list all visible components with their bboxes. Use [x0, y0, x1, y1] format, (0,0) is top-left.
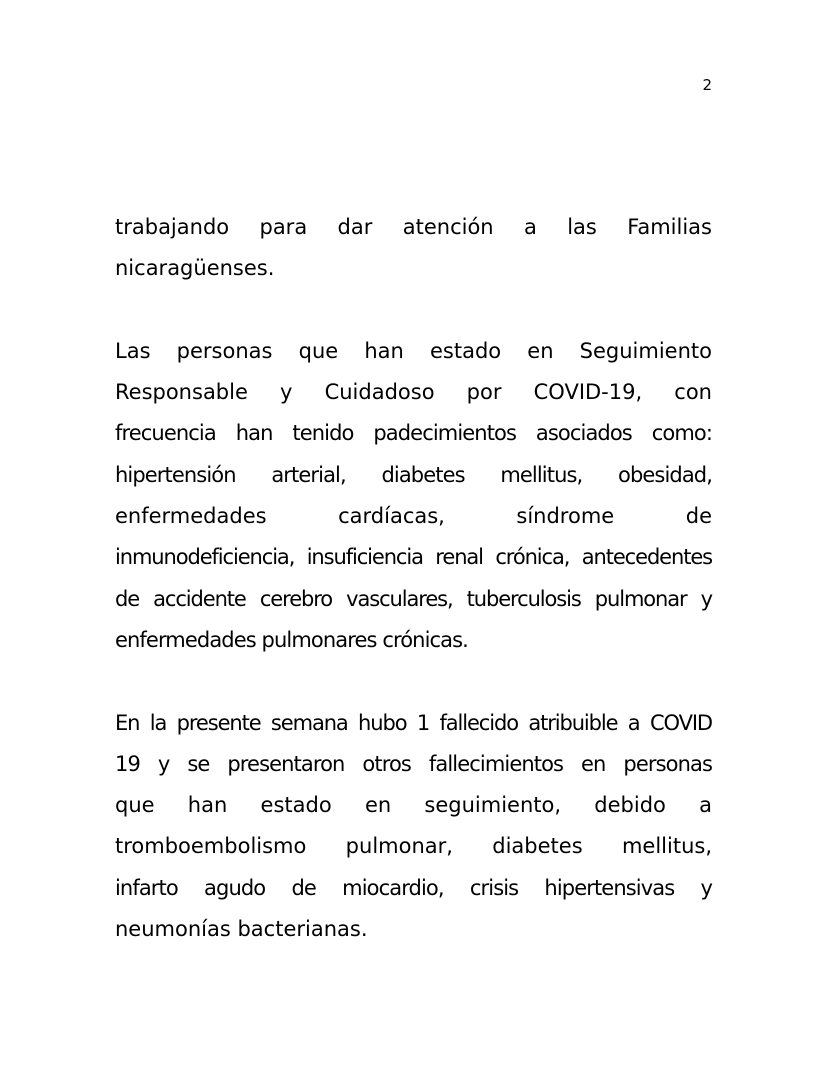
paragraph [115, 331, 712, 661]
page-number: 2 [702, 76, 712, 94]
paragraph [115, 207, 712, 290]
text-line: inmunodeficiencia, insuficiencia renal crónica, antecedentes [115, 545, 712, 570]
text-line: hipertensión arterial, diabetes mellitus, obesidad, [115, 462, 712, 487]
text-line: Responsable y Cuidadoso por COVID-19, con [115, 380, 712, 405]
text-line: de accidente cerebro vasculares, tuberculosis pulmonar y [115, 586, 712, 611]
text-line: Las personas que han estado en Seguimiento [115, 338, 712, 363]
text-line: nicaragüenses. [115, 256, 275, 281]
paragraph [115, 703, 712, 951]
text-line: neumonías bacterianas. [115, 917, 368, 942]
paragraph-spacer [115, 290, 712, 331]
text-line: frecuencia han tenido padecimientos asociados como: [115, 421, 712, 446]
text-line: infarto agudo de miocardio, crisis hipertensivas y [115, 875, 712, 900]
text-line: enfermedades cardíacas, síndrome de [115, 504, 712, 529]
text-line: En la presente semana hubo 1 fallecido atribuible a COVID [115, 710, 712, 735]
text-line: trabajando para dar atención a las Familias [115, 215, 712, 239]
text-line: que han estado en seguimiento, debido a [115, 793, 712, 818]
document-body [115, 207, 712, 950]
text-line: 19 y se presentaron otros fallecimientos en personas [115, 751, 712, 776]
text-line: tromboembolismo pulmonar, diabetes mellitus, [115, 834, 712, 859]
text-line: enfermedades pulmonares crónicas. [115, 627, 468, 652]
paragraph-spacer [115, 661, 712, 702]
